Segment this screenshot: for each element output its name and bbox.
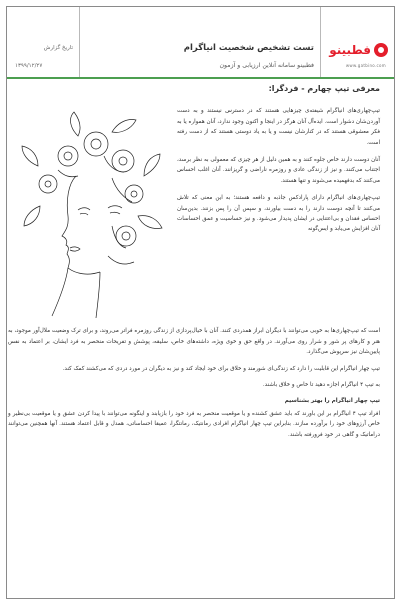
report-meta xyxy=(7,7,79,77)
header-divider xyxy=(7,77,394,79)
report-date-label: تاریخ گزارش xyxy=(43,45,73,51)
intro-paragraph: تیپ‌چهاری‌های انیاگرام شیفته‌ی چیزهایی هستند که در دسترس نیستند و به دست آوردن‌شان دشوار است. ایده‌آل آنان هرگز در اینجا و اکنون وجود ندارد، آنان همواره یا به فکر معشوقی هستند که در کنارشان نیست و یا به یاد دوستی هستند که از دست رفته است. xyxy=(177,108,380,146)
body-text xyxy=(8,326,380,440)
report-subtitle: فطبینو سامانه آنلاین ارزیابی و آزمون xyxy=(219,62,314,69)
intro-text xyxy=(177,106,380,326)
section-title: معرفی تیپ چهارم - فردگرا: xyxy=(268,84,380,93)
article xyxy=(8,84,380,446)
subheading: تیپ چهار انیاگرام را بهتر بشناسیم xyxy=(284,398,380,405)
report-title: تست تشخیص شخصیت انیاگرام xyxy=(183,43,314,53)
report-header xyxy=(7,7,394,78)
body-paragraph: است که تیپ‌چهاری‌ها به خوبی می‌توانند با دیگران ابراز همدردی کنند. آنان با خیال‌پردازی از زندگی روزمره فراتر می‌روند، و برای ترک وضعیت ملال‌آور موجود، به هنر و کارهای پر شور و شرار روی می‌آورند. در واقع حق و خوی ویژه، داشته‌های خاص، سلیقه، پوشش و تفریحات منحصر به فرد ایشان، بر اعتماد به نفس پایین‌شان نیز سرپوش می‌گذارد. xyxy=(8,328,380,356)
brand-logo[interactable] xyxy=(329,43,388,57)
body-paragraph: به تیپ ۴ انیاگرام اجازه دهید تا خاص و خلاق باشند. xyxy=(262,382,380,389)
logo-url: www.gatbino.com xyxy=(345,63,386,68)
report-date: ۱۳۹۹/۱۲/۲۷ xyxy=(15,63,43,69)
title-block xyxy=(79,7,321,77)
logo-text: فطبینو xyxy=(329,43,371,57)
body-paragraph: تیپ چهار انیاگرام این قابلیت را دارد که زندگی‌ای شورمند و خلاق برای خود ایجاد کند و نیز به دیگران در مورد دردی که می‌کشند کمک کند. xyxy=(62,365,380,372)
floral-portrait-illustration xyxy=(8,106,168,326)
intro-paragraph: تیپ‌چهاری‌های انیاگرام دارای پارادکس جاذبه و دافعه هستند؛ به این معنی که تلاش می‌کنند تا آنچه دوست دارند را به دست بیاورند، و سپس آن را پس بزنند. بدین‌سان احساس فقدان و بی‌اعتنایی در ایشان پدیدار می‌شود. و نیز حساسیت و عمق احساسات آنان افزایش می‌یابد و ایس‌گونه xyxy=(177,195,380,233)
intro-section xyxy=(8,106,380,326)
closing-paragraph: افراد تیپ ۴ انیاگرام بر این باورند که باید عشق کشنده و یا موقعیت منحصر به فرد خود را بازیابند و اینگونه می‌توانند با پیدا کردن عشق و یا موقعیت بی‌نظیر و خاص آرزوهای خود را برآورده سازند. بنابراین تیپ چهار انیاگرام افرادی رمانتیک، رمانتگرا، عمیقا احساساتی، همدل و قابل اعتماد هستند. آنها همچنین می‌توانند دراماتیک و گاهی در خود فرورفته باشند. xyxy=(8,410,381,438)
intro-paragraph: آنان دوست دارند خاص جلوه کنند و به همین دلیل از هر چیزی که معمولی به نظر برسد، اجتناب می‌کنند. و نیز از زندگی عادی و روزمره ناراضی و گریزانند. آنان اغلب احساس می‌کنند که بدفهمیده می‌شوند و تنها هستند. xyxy=(177,157,380,184)
logo-mark-icon xyxy=(374,43,388,57)
